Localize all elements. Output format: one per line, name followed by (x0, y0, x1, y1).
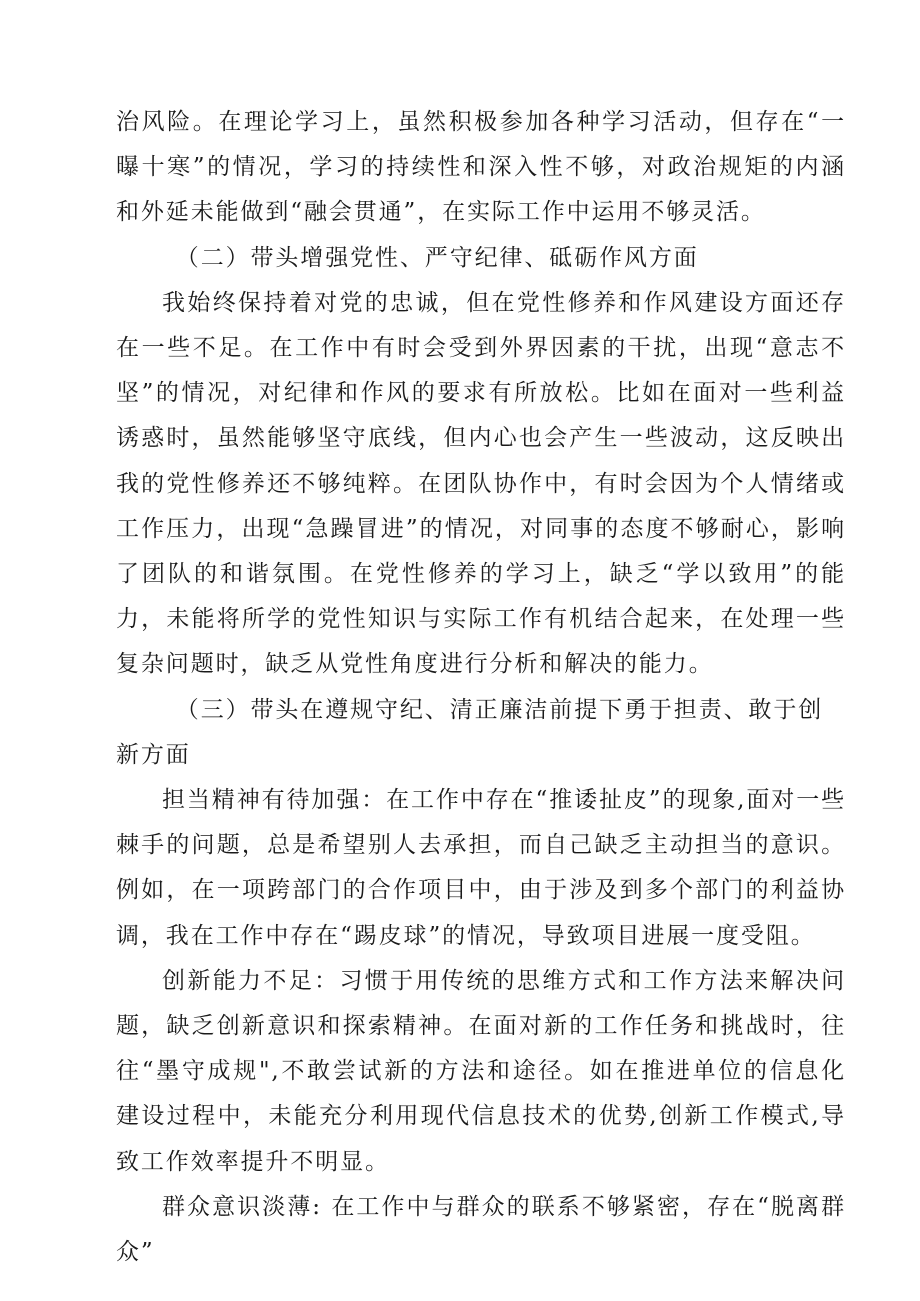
paragraph-mass-awareness: 群众意识淡薄: 在工作中与群众的联系不够紧密，存在“脱离群众” (116, 1193, 846, 1266)
section-heading-3: （三）带头在遵规守纪、清正廉洁前提下勇于担责、敢于创新方面 (116, 696, 824, 768)
section-heading-2: （二）带头增强党性、严守纪律、砥砺作风方面 (175, 244, 699, 271)
document-body (116, 100, 846, 1275)
paragraph-party-spirit: 我始终保持着对党的忠诚，但在党性修养和作风建设方面还存在一些不足。在工作中有时会受到外界因素的干扰，出现“意志不坚”的情况，对纪律和作风的要求有所放松。比如在面对一些利益诱惑时，虽然能够坚守底线，但内心也会产生一些波动，这反映出我的党性修养还不够纯粹。在团队协作中，有时会因为个人情绪或工作压力，出现“急躁冒进”的情况，对同事的态度不够耐心，影响了团队的和谐氛围。在党性修养的学习上，缺乏“学以致用”的能力，未能将所学的党性知识与实际工作有机结合起来，在处理一些复杂问题时，缺乏从党性角度进行分析和解决的能力。 (116, 289, 846, 678)
paragraph-responsibility: 担当精神有待加强：在工作中存在“推诿扯皮”的现象,面对一些棘手的问题，总是希望别人去承担，而自己缺乏主动担当的意识。例如，在一项跨部门的合作项目中，由于涉及到多个部门的利益协调，我在工作中存在“踢皮球”的情况，导致项目进展一度受阻。 (116, 787, 846, 949)
paragraph-continued: 治风险。在理论学习上，虽然积极参加各种学习活动，但存在“一曝十寒”的情况，学习的持续性和深入性不够，对政治规矩的内涵和外延未能做到“融会贯通”，在实际工作中运用不够灵活。 (116, 109, 846, 226)
paragraph-innovation: 创新能力不足：习惯于用传统的思维方式和工作方法来解决问题，缺乏创新意识和探索精神。在面对新的工作任务和挑战时，往往“墨守成规",不敢尝试新的方法和途径。如在推进单位的信息化建设过程中，未能充分利用现代信息技术的优势,创新工作模式,导致工作效率提升不明显。 (116, 967, 846, 1175)
